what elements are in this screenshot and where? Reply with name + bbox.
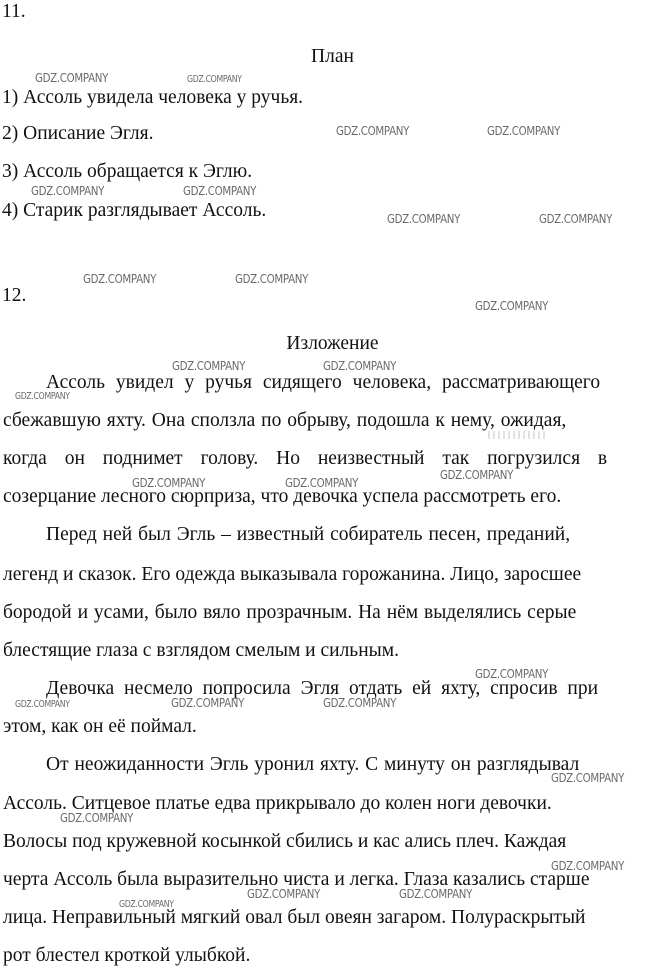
- watermark: GDZ.COMPANY: [171, 695, 245, 710]
- watermark: GDZ.COMPANY: [172, 358, 246, 373]
- essay-line: когда он поднимет голову. Но неизвестный так погрузился в: [3, 448, 608, 469]
- watermark: GDZ.COMPANY: [285, 475, 359, 490]
- plan-item-4: 4) Старик разглядывает Ассоль.: [2, 200, 267, 221]
- essay-line: этом, как он её поймал.: [3, 716, 197, 737]
- watermark: GDZ.COMPANY: [247, 886, 321, 901]
- plan-item-3: 3) Ассоль обращается к Эглю.: [2, 161, 253, 182]
- watermark: GDZ.COMPANY: [15, 391, 70, 402]
- essay-line: Перед ней был Эгль – известный собиратель песен, преданий,: [46, 524, 571, 545]
- plan-title: План: [311, 46, 354, 67]
- watermark: GDZ.COMPANY: [336, 123, 410, 138]
- watermark: GDZ.COMPANY: [475, 666, 549, 681]
- plan-item-1: 1) Ассоль увидела человека у ручья.: [2, 87, 304, 108]
- plan-item-2: 2) Описание Эгля.: [2, 123, 154, 144]
- watermark: GDZ.COMPANY: [475, 298, 549, 313]
- essay-line: созерцание лесного сюрприза, что девочка успела рассмотреть его.: [3, 486, 562, 507]
- watermark: GDZ.COMPANY: [323, 695, 397, 710]
- essay-line: лица. Неправильный мягкий овал был овеян загаром. Полураскрытый: [3, 907, 586, 928]
- watermark: GDZ.COMPANY: [487, 123, 561, 138]
- watermark: GDZ.COMPANY: [440, 467, 514, 482]
- essay-line: сбежавшую яхту. Она сползла по обрыву, подошла к нему, ожидая,: [3, 410, 567, 431]
- task-number-12: 12.: [2, 285, 27, 306]
- essay-line: Волосы под кружевной косынкой сбились и кас ались плеч. Каждая: [3, 831, 567, 852]
- essay-title: Изложение: [286, 333, 379, 354]
- essay-line-text: Ассоль увидел у ручья сидящего человека, рассматривающего: [46, 372, 601, 393]
- watermark: GDZ.COMPANY: [187, 74, 242, 85]
- watermark: GDZ.COMPANY: [551, 858, 625, 873]
- watermark: GDZ.COMPANY: [235, 271, 309, 286]
- essay-line: бородой и усами, было вяло прозрачным. На нём выделялись серые: [3, 602, 577, 623]
- watermark: GDZ.COMPANY: [15, 699, 70, 710]
- essay-line: рот блестел кроткой улыбкой.: [3, 945, 251, 966]
- watermark: GDZ.COMPANY: [31, 183, 105, 198]
- essay-line: блестящие глаза с взглядом смелым и сильным.: [3, 640, 399, 661]
- essay-line: Девочка несмело попросила Эгля отдать ей яхту, спросив при: [46, 678, 599, 699]
- watermark: GDZ.COMPANY: [119, 899, 174, 910]
- essay-line: [46, 373, 662, 393]
- watermark: GDZ.COMPANY: [551, 770, 625, 785]
- watermark: GDZ.COMPANY: [183, 183, 257, 198]
- watermark: GDZ.COMPANY: [323, 358, 397, 373]
- watermark: GDZ.COMPANY: [83, 271, 157, 286]
- watermark: GDZ.COMPANY: [387, 211, 461, 226]
- scan-smudge: [488, 431, 548, 439]
- watermark: GDZ.COMPANY: [132, 475, 206, 490]
- essay-line: черта Ассоль была выразительно чиста и легка. Глаза казались старше: [3, 869, 590, 890]
- watermark: GDZ.COMPANY: [35, 70, 109, 85]
- essay-line: От неожиданности Эгль уронил яхту. С минуту он разглядывал: [46, 754, 580, 775]
- essay-line: легенд и сказок. Его одежда выказывала горожанина. Лицо, заросшее: [3, 564, 582, 585]
- watermark: GDZ.COMPANY: [399, 886, 473, 901]
- task-number-11: 11.: [2, 1, 26, 22]
- watermark: GDZ.COMPANY: [60, 810, 134, 825]
- essay-line: Ассоль. Ситцевое платье едва прикрывало до колен ноги девочки.: [3, 793, 552, 814]
- watermark: GDZ.COMPANY: [539, 211, 613, 226]
